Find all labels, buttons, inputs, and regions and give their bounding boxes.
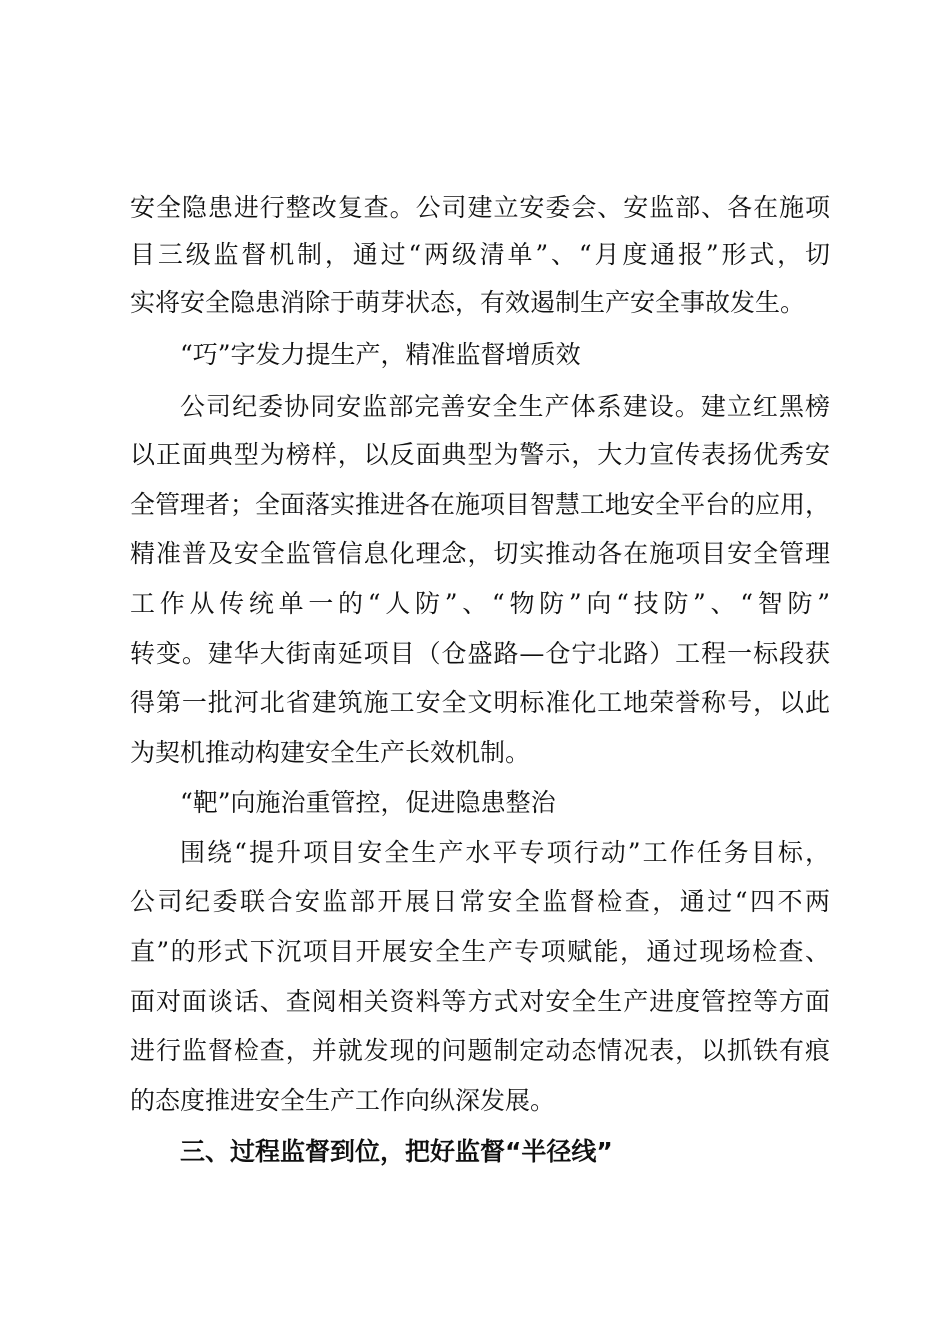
paragraph-line: 围绕“提升项目安全生产水平专项行动”工作任务目标，: [180, 838, 830, 867]
paragraph-line: 为契机推动构建安全生产长效机制。: [130, 738, 531, 767]
paragraph-line: 全管理者；全面落实推进各在施项目智慧工地安全平台的应用，: [130, 490, 831, 519]
section-heading: 三、过程监督到位，把好监督“半径线”: [180, 1137, 613, 1166]
paragraph-line: 公司纪委协同安监部完善安全生产体系建设。建立红黑榜: [180, 392, 830, 421]
paragraph-line: 公司纪委联合安监部开展日常安全监督检查，通过“四不两: [130, 887, 830, 916]
paragraph-line: 面对面谈话、查阅相关资料等方式对安全生产进度管控等方面: [130, 987, 830, 1016]
paragraph-line: 安全隐患进行整改复查。公司建立安委会、安监部、各在施项: [130, 193, 830, 222]
paragraph-line: 的态度推进安全生产工作向纵深发展。: [130, 1086, 556, 1115]
subheading-1: “巧”字发力提生产，精准监督增质效: [180, 340, 581, 369]
paragraph-line: 以正面典型为榜样，以反面典型为警示，大力宣传表扬优秀安: [130, 440, 830, 469]
paragraph-line: 得第一批河北省建筑施工安全文明标准化工地荣誉称号，以此: [130, 688, 830, 717]
paragraph-line: 实将安全隐患消除于萌芽状态，有效遏制生产安全事故发生。: [130, 288, 806, 317]
paragraph-line: 精准普及安全监管信息化理念，切实推动各在施项目安全管理: [130, 539, 830, 568]
paragraph-line: 直”的形式下沉项目开展安全生产专项赋能，通过现场检查、: [130, 937, 830, 966]
paragraph-line: 转变。建华大街南延项目（仓盛路—仓宁北路）工程一标段获: [130, 639, 830, 668]
paragraph-line: 目三级监督机制，通过“两级清单”、“月度通报”形式，切: [130, 240, 830, 269]
paragraph-line: 工作从传统单一的“人防”、“物防”向“技防”、“智防”: [130, 589, 830, 618]
paragraph-line: 进行监督检查，并就发现的问题制定动态情况表，以抓铁有痕: [130, 1036, 830, 1065]
subheading-2: “靶”向施治重管控，促进隐患整治: [180, 788, 556, 817]
